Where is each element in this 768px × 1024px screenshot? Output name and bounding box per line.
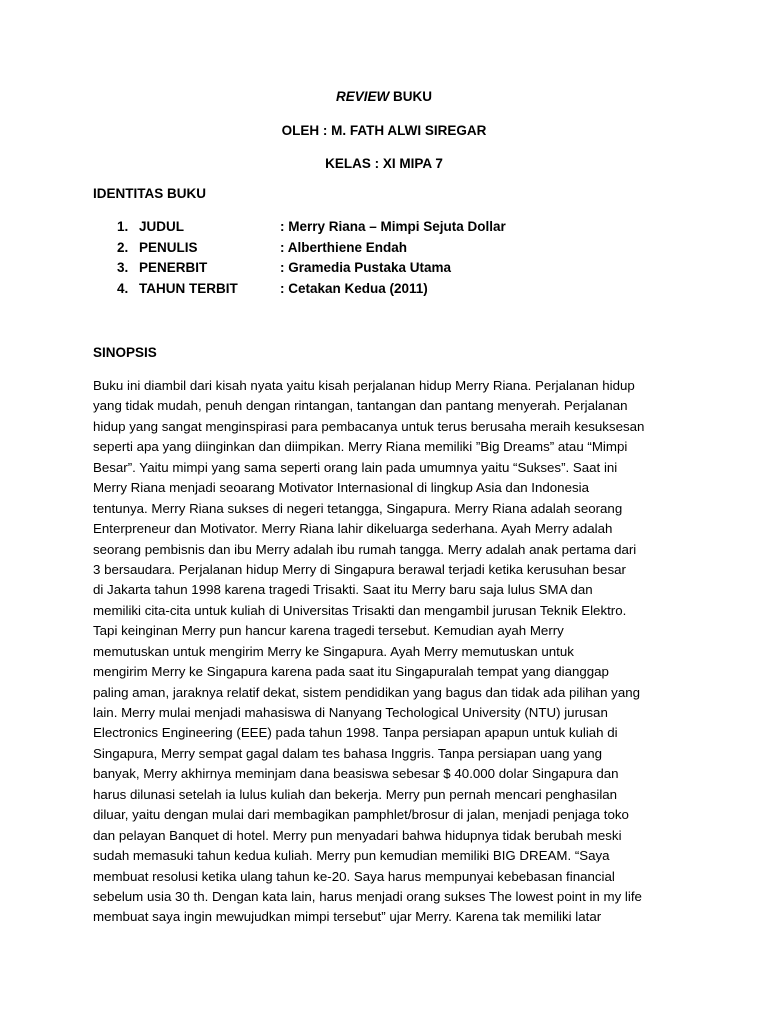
sinopsis-line: diluar, yaitu dengan mulai dari membagikan pamphlet/brosur di jalan, menjadi penjaga toko xyxy=(93,807,629,823)
sinopsis-line: dan pelayan Banquet di hotel. Merry pun menyadari bahwa hidupnya tidak berubah meski xyxy=(93,827,622,843)
item-number: 4. xyxy=(117,281,129,297)
item-value: : Merry Riana – Mimpi Sejuta Dollar xyxy=(280,219,506,234)
sinopsis-line: membuat resolusi ketika ulang tahun ke-20. Saya harus mempunyai kebebasan financial xyxy=(93,868,615,884)
document-title xyxy=(0,89,768,105)
item-number: 1. xyxy=(117,219,129,234)
sinopsis-line: mengirim Merry ke Singapura karena pada saat itu Singapuralah tempat yang dianggap xyxy=(93,664,609,680)
sinopsis-line: Tapi keinginan Merry pun hancur karena tragedi tersebut. Kemudian ayah Merry xyxy=(93,623,564,639)
identitas-item-penerbit xyxy=(117,260,580,281)
title-italic: REVIEW xyxy=(335,89,390,104)
item-number: 3. xyxy=(117,260,129,276)
sinopsis-line: Singapura, Merry sempat gagal dalam tes bahasa Inggris. Tanpa persiapan uang yang xyxy=(93,745,603,761)
sinopsis-line: seperti apa yang diinginkan dan diimpikan. Merry Riana memiliki ”Big Dreams” atau “Mimpi xyxy=(93,439,628,455)
item-number: 2. xyxy=(117,239,129,255)
sinopsis-line: sebelum usia 30 th. Dengan kata lain, harus menjadi orang sukses The lowest point in my life xyxy=(93,888,642,904)
identitas-item-penulis xyxy=(117,240,580,261)
sinopsis-line: hidup yang sangat menginspirasi para pembacanya untuk terus berusaha meraih kesuksesan xyxy=(93,418,645,434)
sinopsis-line: Merry Riana menjadi seoarang Motivator Internasional di lingkup Asia dan Indonesia xyxy=(93,480,589,496)
sinopsis-line: memiliki cita-cita untuk kuliah di Universitas Trisakti dan mengambil jurusan Teknik Elektro. xyxy=(93,602,627,618)
sinopsis-line: banyak, Merry akhirnya meminjam dana beasiswa sebesar $ 40.000 dolar Singapura dan xyxy=(93,766,619,782)
item-value: : Alberthiene Endah xyxy=(280,239,408,255)
sinopsis-line: Besar”. Yaitu mimpi yang sama seperti orang lain pada umumnya yaitu “Sukses”. Saat ini xyxy=(93,459,618,475)
sinopsis-line: yang tidak mudah, penuh dengan rintangan, tantangan dan pantang menyerah. Perjalanan xyxy=(93,398,628,414)
identitas-item-judul xyxy=(117,219,580,240)
sinopsis-heading: SINOPSIS xyxy=(93,345,157,360)
sinopsis-line: tentunya. Merry Riana sukses di negeri tetangga, Singapura. Merry Riana adalah seorang xyxy=(93,500,623,516)
sinopsis-line: di Jakarta tahun 1998 karena tragedi Trisakti. Saat itu Merry baru saja lulus SMA dan xyxy=(93,582,593,598)
item-key: PENULIS xyxy=(139,239,198,255)
identitas-item-tahun-terbit xyxy=(117,281,580,302)
sinopsis-line: 3 bersaudara. Perjalanan hidup Merry di Singapura berawal terjadi ketika kerusuhan besar xyxy=(93,561,626,577)
identitas-list xyxy=(117,219,580,302)
sinopsis-line: Enterpreneur dan Motivator. Merry Riana lahir dikeluarga sederhana. Ayah Merry adalah xyxy=(93,521,613,537)
item-key: JUDUL xyxy=(139,219,185,234)
author-line: OLEH : M. FATH ALWI SIREGAR xyxy=(281,123,487,138)
title-rest: BUKU xyxy=(389,89,432,104)
sinopsis-line: harus dilunasi setelah ia lulus kuliah dan bekerja. Merry pun pernah mencari penghasilan xyxy=(93,786,618,802)
item-value: : Gramedia Pustaka Utama xyxy=(280,260,452,276)
sinopsis-line: sudah memasuki tahun kedua kuliah. Merry pun kemudian memiliki BIG DREAM. “Saya xyxy=(93,848,610,864)
sinopsis-paragraph xyxy=(93,376,683,928)
sinopsis-line: paling aman, jaraknya relatif dekat, sistem pendidikan yang bagus dan tidak ada pilihan yang xyxy=(93,684,641,700)
identitas-heading: IDENTITAS BUKU xyxy=(93,186,206,201)
sinopsis-line: memutuskan untuk mengirim Merry ke Singapura. Ayah Merry memutuskan untuk xyxy=(93,643,574,659)
item-value: : Cetakan Kedua (2011) xyxy=(280,281,428,297)
class-line: KELAS : XI MIPA 7 xyxy=(325,156,443,171)
item-key: PENERBIT xyxy=(139,260,208,276)
sinopsis-line: Electronics Engineering (EEE) pada tahun 1998. Tanpa persiapan apapun untuk kuliah di xyxy=(93,725,618,741)
sinopsis-line: membuat saya ingin mewujudkan mimpi tersebut” ujar Merry. Karena tak memiliki latar xyxy=(93,909,602,925)
sinopsis-line: lain. Merry mulai menjadi mahasiswa di Nanyang Techological University (NTU) jurusan xyxy=(93,705,608,720)
item-key: TAHUN TERBIT xyxy=(139,281,238,297)
sinopsis-line: Buku ini diambil dari kisah nyata yaitu kisah perjalanan hidup Merry Riana. Perjalanan hidup xyxy=(93,378,635,393)
sinopsis-line: seorang pembisnis dan ibu Merry adalah ibu rumah tangga. Merry adalah anak pertama dari xyxy=(93,541,637,557)
